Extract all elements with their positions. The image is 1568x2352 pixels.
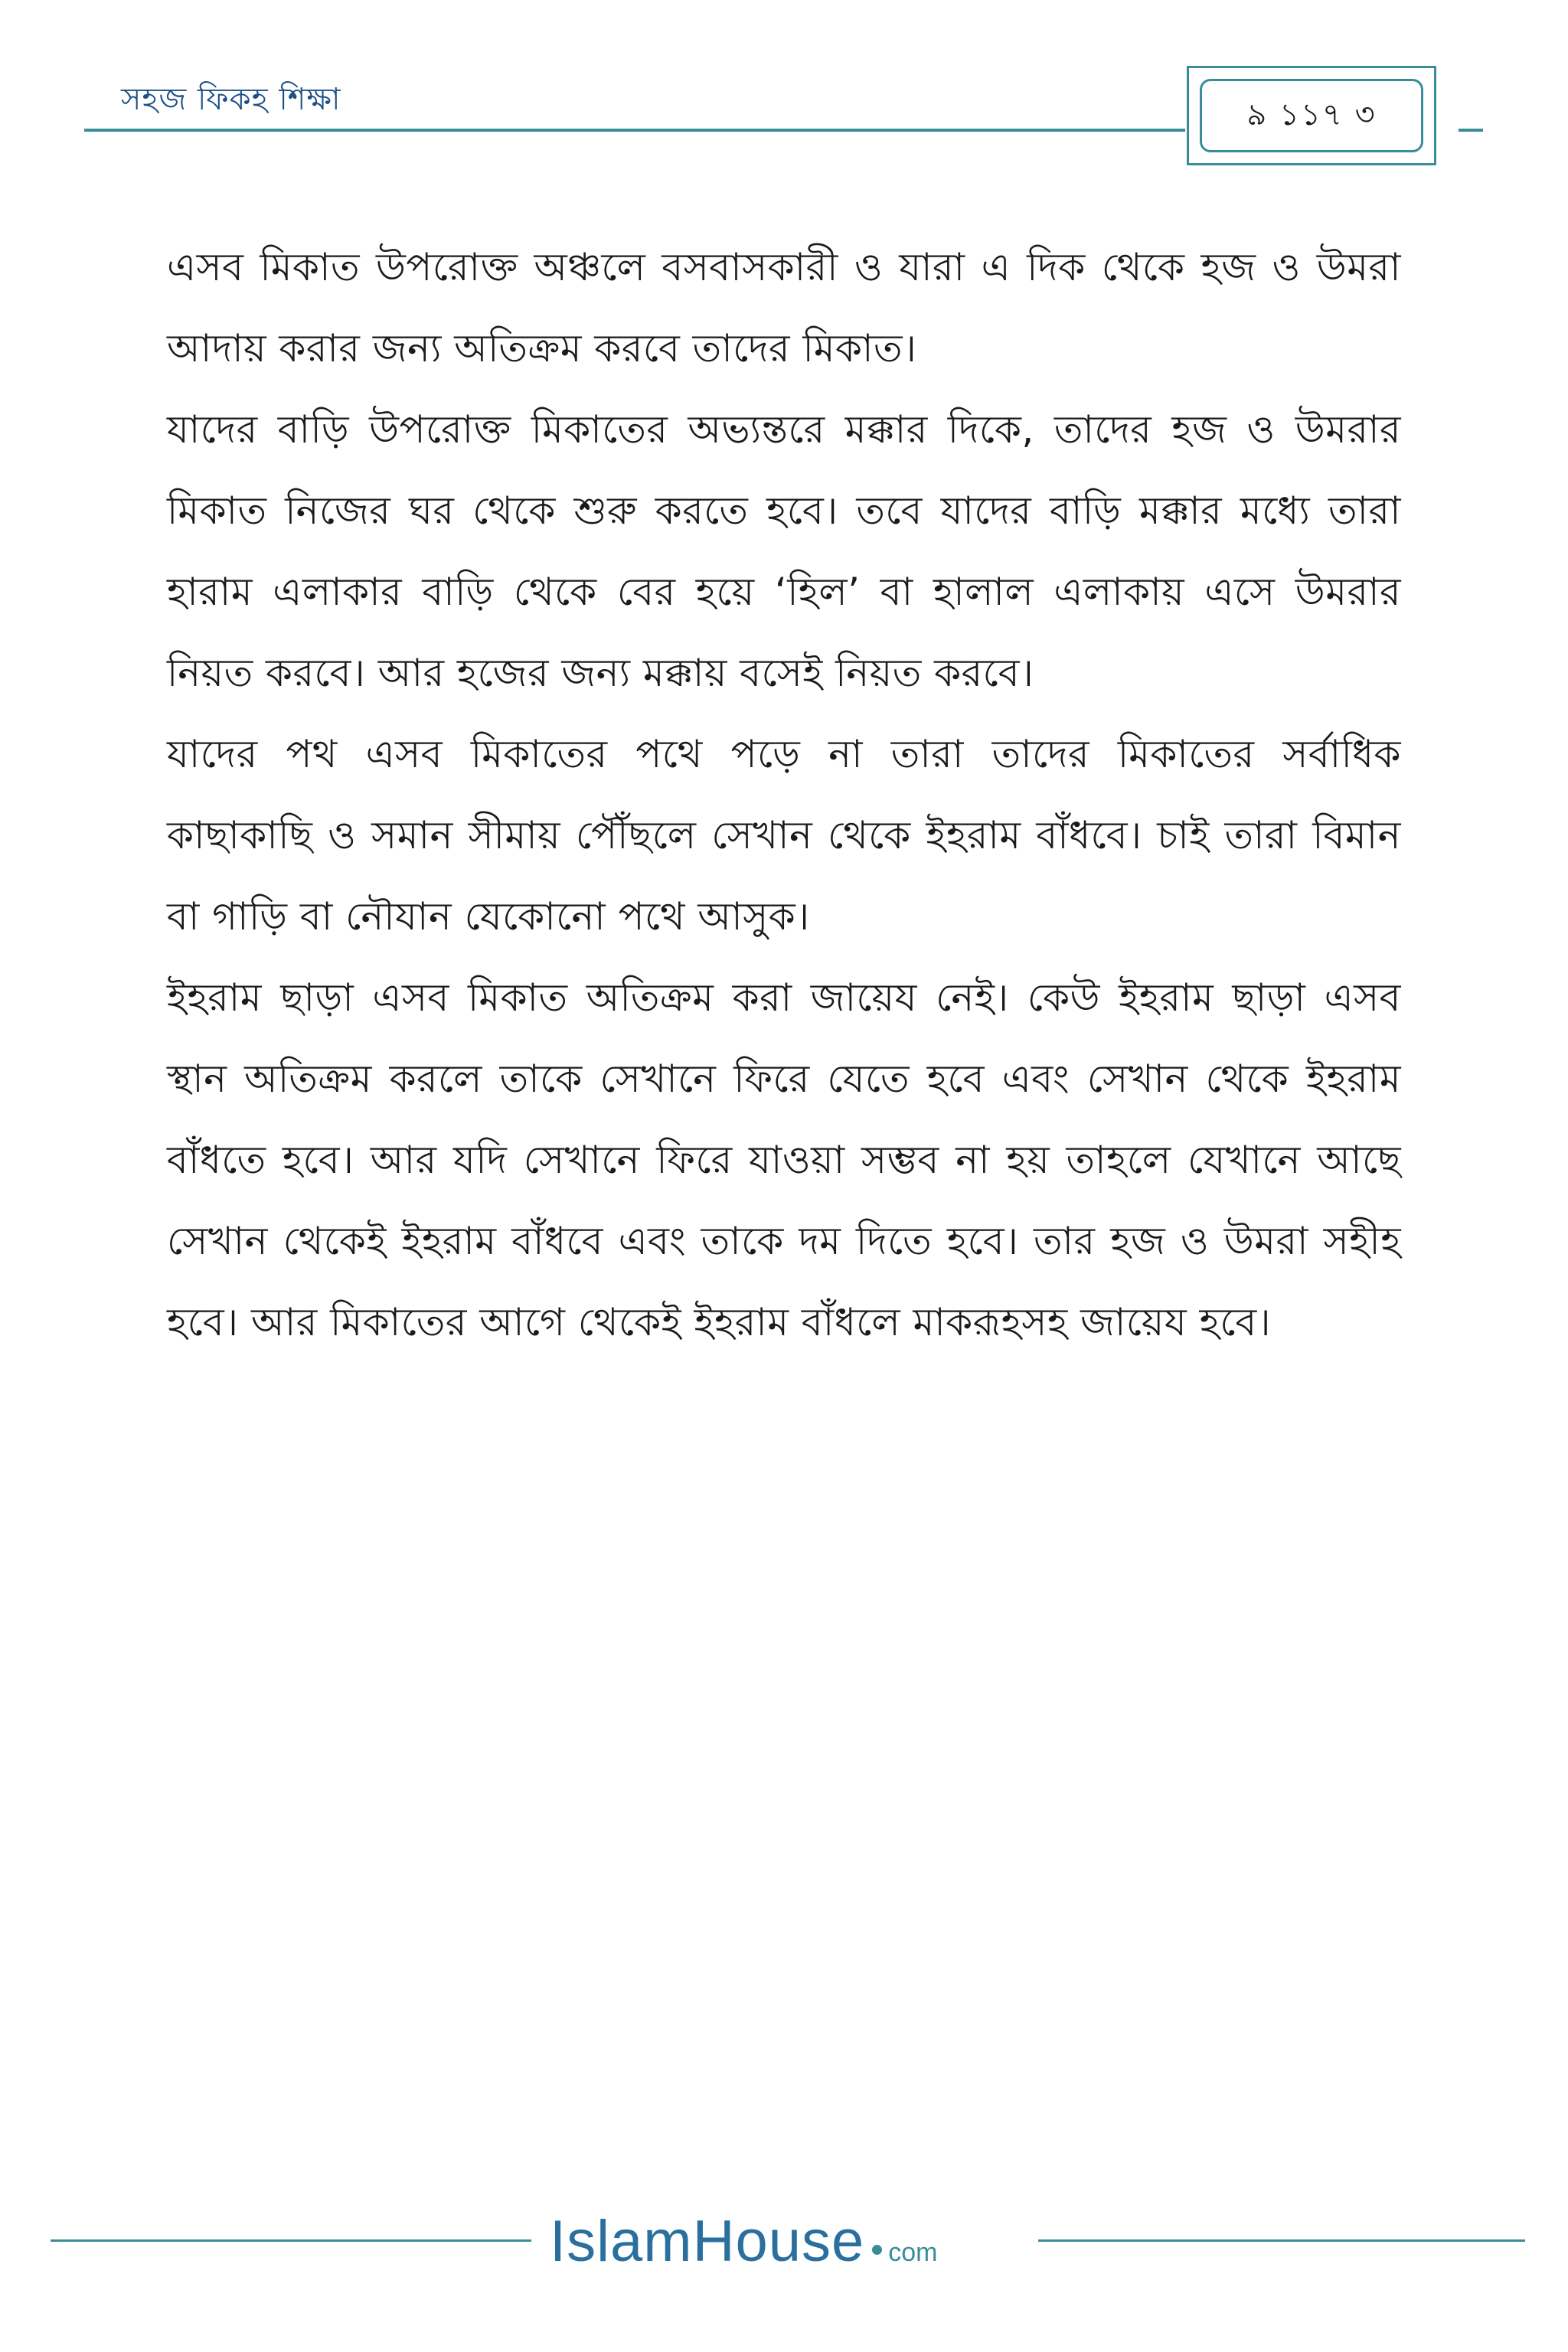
logo-wordmark: IslamHouse xyxy=(550,2209,865,2274)
main-text xyxy=(167,227,1401,1363)
logo-domain-suffix: com xyxy=(888,2238,938,2267)
footer-divider-right xyxy=(1038,2239,1525,2242)
paragraph: যাদের বাড়ি উপরোক্ত মিকাতের অভ্যন্তরে মক্কার দিকে, তাদের হজ ও উমরার মিকাত নিজের ঘর থেকে শুরু করতে হবে। তবে যাদের বাড়ি মক্কার মধ্যে তারা হারাম এলাকার বাড়ি থেকে বের হয়ে ‘হিল’ বা হালাল এলাকায় এসে উমরার নিয়ত করবে। আর হজের জন্য মক্কায় বসেই নিয়ত করবে। xyxy=(167,407,1401,695)
header-divider xyxy=(84,129,1185,132)
paragraph: এসব মিকাত উপরোক্ত অঞ্চলে বসবাসকারী ও যারা এ দিক থেকে হজ ও উমরা আদায় করার জন্য অতিক্রম করবে তাদের মিকাত। xyxy=(167,245,1401,371)
paragraph: ইহরাম ছাড়া এসব মিকাত অতিক্রম করা জায়েয নেই। কেউ ইহরাম ছাড়া এসব স্থান অতিক্রম করলে তাকে সেখানে ফিরে যেতে হবে এবং সেখান থেকে ইহরাম বাঁধতে হবে। আর যদি সেখানে ফিরে যাওয়া সম্ভব না হয় তাহলে যেখানে আছে সেখান থেকেই ইহরাম বাঁধবে এবং তাকে দম দিতে হবে। তার হজ ও উমরা সহীহ হবে। আর মিকাতের আগে থেকেই ইহরাম বাঁধলে মাকরূহসহ জায়েয হবে। xyxy=(167,975,1401,1344)
paragraph: যাদের পথ এসব মিকাতের পথে পড়ে না তারা তাদের মিকাতের সর্বাধিক কাছাকাছি ও সমান সীমায় পৌঁছলে সেখান থেকে ইহরাম বাঁধবে। চাই তারা বিমান বা গাড়ি বা নৌযান যেকোনো পথে আসুক। xyxy=(167,732,1401,939)
footer-divider-left xyxy=(51,2239,531,2242)
page-number-inner-frame xyxy=(1200,79,1423,152)
header-divider-end xyxy=(1459,129,1483,132)
logo-dot-icon xyxy=(872,2245,882,2255)
page-number-frame xyxy=(1187,66,1436,165)
islamhouse-logo xyxy=(550,2208,938,2277)
book-title: সহজ ফিকহ শিক্ষা xyxy=(121,82,341,117)
page-number: ৯ ১১৭ ৩ xyxy=(1246,96,1377,132)
